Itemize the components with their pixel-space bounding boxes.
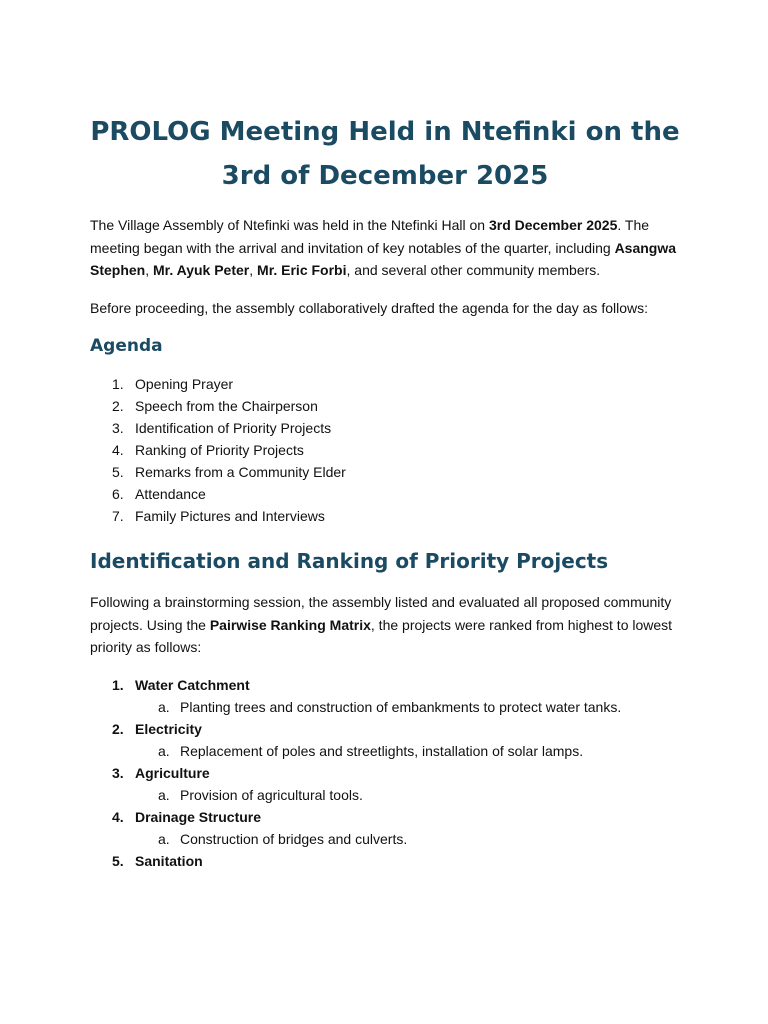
subitem-letter: a. (158, 830, 170, 847)
notable-name-3: Mr. Eric Forbi (257, 262, 347, 278)
project-subitem (135, 828, 680, 850)
document-page (90, 110, 680, 872)
project-label: Water Catchment (135, 676, 250, 693)
agenda-item (90, 505, 680, 527)
agenda-item (90, 373, 680, 395)
agenda-item (90, 483, 680, 505)
agenda-list (90, 373, 680, 527)
subitem-text: Planting trees and construction of embankments to protect water tanks. (180, 698, 622, 715)
agenda-item-label: Opening Prayer (135, 376, 234, 392)
subitem-letter: a. (158, 786, 170, 803)
notable-name-2: Mr. Ayuk Peter (153, 262, 250, 278)
project-label: Electricity (135, 720, 202, 737)
project-label: Sanitation (135, 852, 203, 869)
agenda-heading: Agenda (90, 336, 163, 356)
project-number: 5. (112, 852, 124, 869)
intro-text-a: The Village Assembly of Ntefinki was held in the Ntefinki Hall on (90, 217, 489, 233)
subitem-text: Provision of agricultural tools. (180, 786, 363, 803)
agenda-item-label: Identification of Priority Projects (135, 420, 332, 436)
project-item (90, 806, 680, 850)
agenda-intro-paragraph: Before proceeding, the assembly collaboratively drafted the agenda for the day as follows: (90, 299, 648, 316)
ranking-text-a: Following a brainstorming session, the assembly listed and evaluated all proposed community projects. Using the (90, 594, 672, 633)
agenda-item-label: Remarks from a Community Elder (135, 464, 346, 480)
agenda-item-number: 2. (112, 398, 124, 414)
agenda-item (90, 439, 680, 461)
agenda-item-number: 6. (112, 486, 124, 502)
project-subitem (135, 696, 680, 718)
agenda-item-number: 7. (112, 508, 124, 524)
project-number: 1. (112, 676, 124, 693)
notable-name-1: Asangwa Stephen (90, 239, 677, 278)
separator: , (249, 262, 258, 278)
priority-projects-list (90, 674, 680, 872)
title-line-1: PROLOG Meeting Held in Ntefinki on the (90, 117, 680, 147)
agenda-item-label: Ranking of Priority Projects (135, 442, 304, 458)
subitem-text: Replacement of poles and streetlights, installation of solar lamps. (180, 742, 584, 759)
agenda-item (90, 395, 680, 417)
project-label: Drainage Structure (135, 808, 262, 825)
page-title (90, 110, 680, 198)
separator: , (145, 262, 154, 278)
agenda-item-label: Attendance (135, 486, 206, 502)
agenda-item-number: 1. (112, 376, 124, 392)
agenda-item-number: 4. (112, 442, 124, 458)
ranking-method: Pairwise Ranking Matrix (209, 616, 371, 633)
project-item (90, 718, 680, 762)
ranking-heading: Identification and Ranking of Priority Projects (90, 549, 609, 573)
subitem-text: Construction of bridges and culverts. (180, 830, 408, 847)
title-line-2: 3rd of December 2025 (221, 161, 549, 191)
subitem-letter: a. (158, 698, 170, 715)
ranking-text-b: , the projects were ranked from highest to lowest priority as follows: (90, 616, 673, 655)
project-number: 2. (112, 720, 124, 737)
meeting-date: 3rd December 2025 (488, 217, 618, 233)
project-subitem (135, 784, 680, 806)
agenda-item (90, 461, 680, 483)
project-item (90, 674, 680, 718)
ranking-paragraph (90, 591, 680, 659)
project-subitem (135, 740, 680, 762)
agenda-item (90, 417, 680, 439)
project-item (90, 850, 680, 872)
project-item (90, 762, 680, 806)
intro-text-c: , and several other community members. (346, 262, 601, 278)
project-label: Agriculture (135, 764, 210, 781)
intro-paragraph (90, 214, 680, 282)
agenda-item-label: Family Pictures and Interviews (135, 508, 325, 524)
intro-text-b: . The meeting began with the arrival and invitation of key notables of the quarter, including (90, 217, 650, 256)
agenda-item-number: 3. (112, 420, 124, 436)
project-number: 4. (112, 808, 124, 825)
agenda-item-number: 5. (112, 464, 124, 480)
agenda-item-label: Speech from the Chairperson (135, 398, 318, 414)
subitem-letter: a. (158, 742, 170, 759)
project-number: 3. (112, 764, 124, 781)
